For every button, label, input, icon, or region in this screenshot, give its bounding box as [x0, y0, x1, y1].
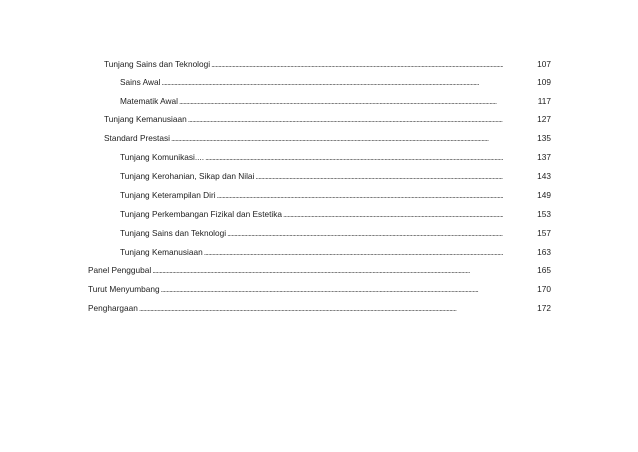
dot-leader — [152, 263, 503, 277]
toc-page-number: 172 — [537, 303, 551, 313]
dot-leader — [188, 112, 503, 126]
dot-leader — [179, 94, 503, 108]
toc-entry-tunjang-perkembangan-fizikal — [120, 207, 505, 221]
dot-leader — [161, 282, 503, 296]
toc-page-number: 137 — [537, 152, 551, 162]
dot-leader — [139, 301, 503, 315]
toc-entry-label: Standard Prestasi — [104, 133, 170, 143]
toc-entry-label: Tunjang Kemanusiaan — [120, 247, 203, 257]
dot-leader — [227, 226, 503, 240]
toc-entry-label: Matematik Awal — [120, 96, 178, 106]
toc-entry-tunjang-kemanusiaan — [104, 112, 505, 126]
toc-entry-tunjang-keterampilan-diri — [120, 188, 505, 202]
toc-entry-label: Tunjang Keterampilan Diri — [120, 190, 216, 200]
dot-leader — [255, 169, 503, 183]
toc-entry-label: Tunjang Sains dan Teknologi — [120, 228, 227, 238]
toc-entry-tunjang-kemanusiaan-2 — [120, 245, 505, 259]
toc-entry-penghargaan — [88, 301, 505, 315]
toc-entry-turut-menyumbang — [88, 282, 505, 296]
toc-entry-tunjang-komunikasi — [120, 150, 505, 164]
toc-page-number: 109 — [537, 77, 551, 87]
toc-page-number: 157 — [537, 228, 551, 238]
toc-entry-tunjang-sains-dan-teknologi-2 — [120, 226, 505, 240]
toc-entry-label: Tunjang Komunikasi.... — [120, 152, 205, 162]
dot-leader — [171, 131, 503, 145]
toc-page-number: 127 — [537, 114, 551, 124]
toc-entry-sains-awal — [120, 75, 505, 89]
toc-page-number: 117 — [537, 96, 551, 106]
toc-page-number: 153 — [537, 209, 551, 219]
toc-entry-standard-prestasi — [104, 131, 505, 145]
toc-page-number: 149 — [537, 190, 551, 200]
toc-page-number: 143 — [537, 171, 551, 181]
toc-entry-label: Tunjang Kerohanian, Sikap dan Nilai — [120, 171, 255, 181]
toc-entry-label: Turut Menyumbang — [88, 284, 160, 294]
dot-leader — [217, 188, 503, 202]
dot-leader — [283, 207, 503, 221]
dot-leader — [205, 150, 503, 164]
toc-page-number: 170 — [537, 284, 551, 294]
toc-entry-label: Penghargaan — [88, 303, 138, 313]
dot-leader — [204, 245, 503, 259]
toc-page-number: 163 — [537, 247, 551, 257]
toc-page-number: 107 — [537, 59, 551, 69]
toc-entry-tunjang-sains-dan-teknologi — [104, 57, 505, 71]
toc-page-number: 135 — [537, 133, 551, 143]
toc-entry-label: Sains Awal — [120, 77, 161, 87]
toc-entry-label: Tunjang Sains dan Teknologi — [104, 59, 211, 69]
toc-entry-label: Tunjang Perkembangan Fizikal dan Estetika — [120, 209, 283, 219]
dot-leader — [211, 57, 503, 71]
toc-entry-label: Panel Penggubal — [88, 265, 152, 275]
dot-leader — [161, 75, 503, 89]
toc-entry-label: Tunjang Kemanusiaan — [104, 114, 187, 124]
toc-entry-panel-penggubal — [88, 263, 505, 277]
toc-entry-matematik-awal — [120, 94, 505, 108]
toc-page-number: 165 — [537, 265, 551, 275]
toc-entry-tunjang-kerohanian — [120, 169, 505, 183]
